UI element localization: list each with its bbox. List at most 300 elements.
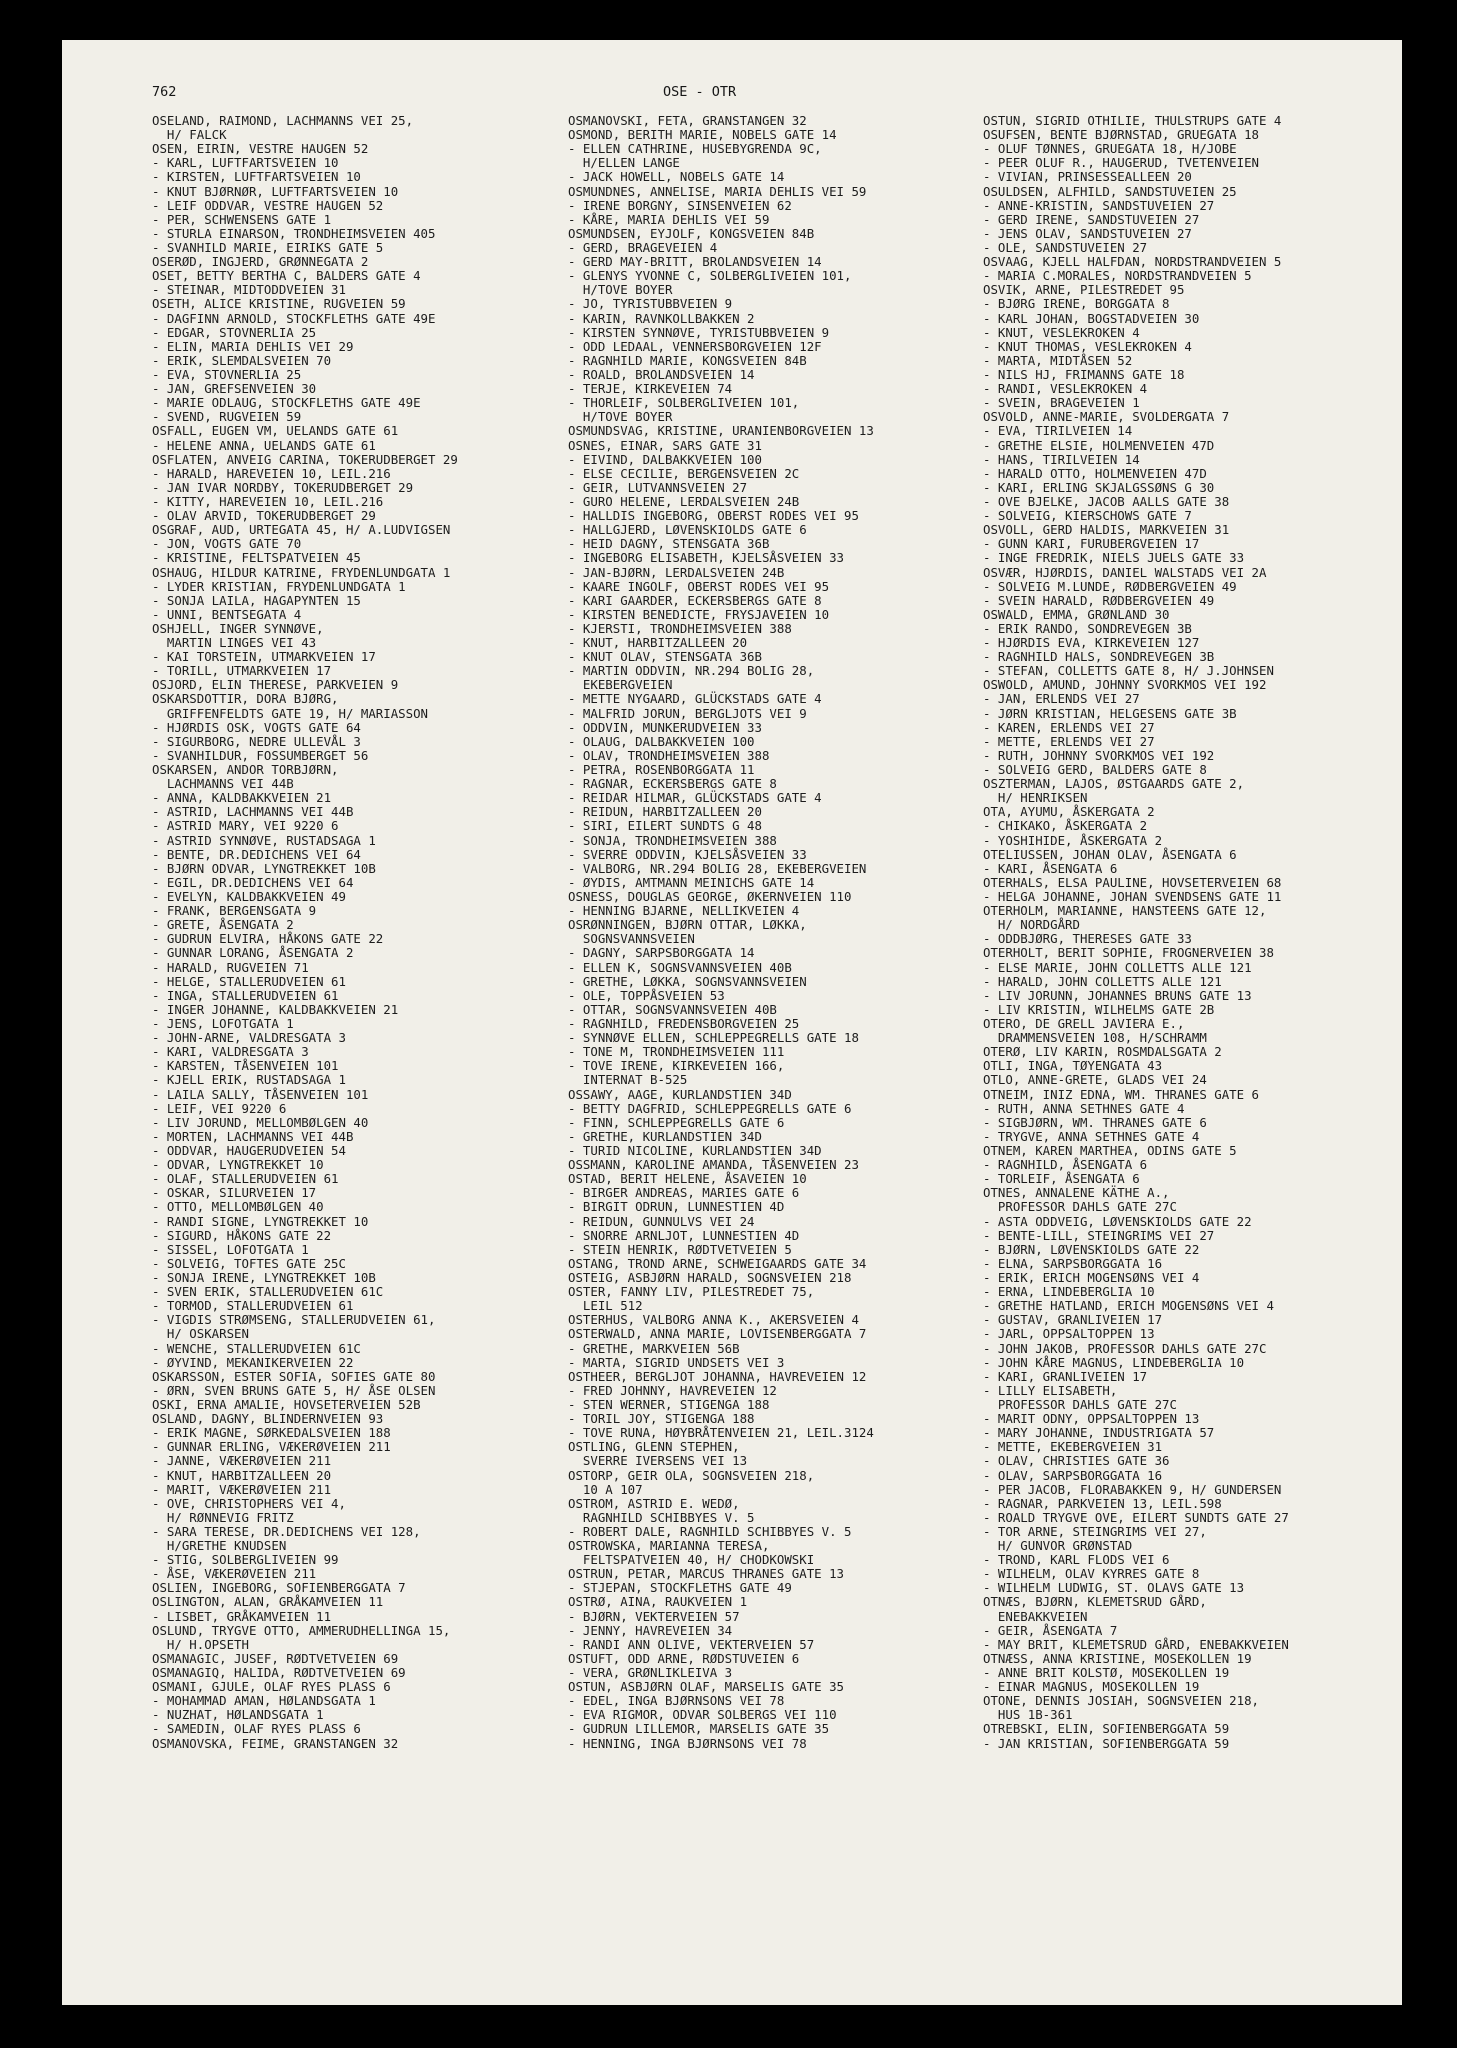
- directory-entry: - UNNI, BENTSEGATA 4: [152, 606, 302, 622]
- directory-entry: - METTE, EKEBERGVEIEN 31: [983, 1439, 1163, 1455]
- directory-entry: OSEN, EIRIN, VESTRE HAUGEN 52: [152, 141, 369, 157]
- directory-entry: - HALLDIS INGEBORG, OBERST RODES VEI 95: [568, 508, 859, 524]
- directory-entry: - HENNING BJARNE, NELLIKVEIEN 4: [568, 903, 800, 919]
- directory-entry: - KIRSTEN SYNNØVE, TYRISTUBBVEIEN 9: [568, 324, 830, 340]
- directory-entry: OSTRØ, AINA, RAUKVEIEN 1: [568, 1594, 748, 1610]
- directory-entry: - OVE, CHRISTOPHERS VEI 4,: [152, 1495, 346, 1511]
- directory-entry: - MARIE ODLAUG, STOCKFLETHS GATE 49E: [152, 395, 421, 411]
- directory-entry: OSKI, ERNA AMALIE, HOVSETERVEIEN 52B: [152, 1396, 421, 1412]
- directory-entry: - OLE, SANDSTUVEIEN 27: [983, 239, 1148, 255]
- directory-entry: OSTANG, TROND ARNE, SCHWEIGAARDS GATE 34: [568, 1255, 867, 1271]
- directory-entry: OTREBSKI, ELIN, SOFIENBERGGATA 59: [983, 1721, 1230, 1737]
- directory-entry: - GUDRUN LILLEMOR, MARSELIS GATE 35: [568, 1721, 830, 1737]
- directory-entry: - BIRGER ANDREAS, MARIES GATE 6: [568, 1185, 800, 1201]
- running-head: OSE - OTR: [663, 84, 737, 100]
- directory-entry: OSNES, EINAR, SARS GATE 31: [568, 437, 762, 453]
- directory-entry: - ELLEN CATHRINE, HUSEBYGRENDA 9C,: [568, 141, 822, 157]
- directory-entry: - TORMOD, STALLERUDVEIEN 61: [152, 1298, 354, 1314]
- directory-entry: - SONJA IRENE, LYNGTREKKET 10B: [152, 1269, 376, 1285]
- directory-entry: - HARALD, HAREVEIEN 10, LEIL.216: [152, 465, 391, 481]
- directory-entry: - VERA, GRØNLIKLEIVA 3: [568, 1665, 733, 1681]
- directory-entry: OSTLING, GLENN STEPHEN,: [568, 1439, 740, 1455]
- directory-entry: - OLAV, SARPSBORGGATA 16: [983, 1467, 1163, 1483]
- directory-entry: - IRENE BORGNY, SINSENVEIEN 62: [568, 197, 792, 213]
- directory-entry: - GRETHE HATLAND, ERICH MOGENSØNS VEI 4: [983, 1298, 1274, 1314]
- directory-entry: - SISSEL, LOFOTGATA 1: [152, 1241, 309, 1257]
- directory-entry: - STJEPAN, STOCKFLETHS GATE 49: [568, 1580, 792, 1596]
- directory-entry: OSRØNNINGEN, BJØRN OTTAR, LØKKA,: [568, 917, 807, 933]
- directory-entry: - SIGURBORG, NEDRE ULLEVÅL 3: [152, 733, 361, 749]
- directory-entry: OSMOND, BERITH MARIE, NOBELS GATE 14: [568, 127, 837, 143]
- directory-entry: - OLUF TØNNES, GRUEGATA 18, H/JOBE: [983, 141, 1237, 157]
- directory-entry: - OVE BJELKE, JACOB AALLS GATE 38: [983, 493, 1230, 509]
- directory-entry: OSVOLL, GERD HALDIS, MARKVEIEN 31: [983, 522, 1230, 538]
- directory-entry: H/ NORDGÅRD: [983, 917, 1080, 933]
- directory-entry: OTNEIM, INIZ EDNA, WM. THRANES GATE 6: [983, 1086, 1260, 1102]
- directory-entry: - HJØRDIS EVA, KIRKEVEIEN 127: [983, 635, 1200, 651]
- directory-entry: - TERJE, KIRKEVEIEN 74: [568, 381, 733, 397]
- directory-entry: - KARI, VALDRESGATA 3: [152, 1044, 309, 1060]
- directory-entry: - GRETHE, MARKVEIEN 56B: [568, 1340, 740, 1356]
- directory-entry: - PER JACOB, FLORABAKKEN 9, H/ GUNDERSEN: [983, 1481, 1282, 1497]
- directory-entry: EKEBERGVEIEN: [568, 677, 673, 693]
- directory-entry: - TRYGVE, ANNA SETHNES GATE 4: [983, 1128, 1200, 1144]
- directory-entry: OSSMANN, KAROLINE AMANDA, TÅSENVEIEN 23: [568, 1157, 859, 1173]
- directory-entry: - FRED JOHNNY, HAVREVEIEN 12: [568, 1382, 777, 1398]
- directory-entry: - HJØRDIS OSK, VOGTS GATE 64: [152, 719, 361, 735]
- directory-entry: - ODVAR, LYNGTREKKET 10: [152, 1157, 324, 1173]
- directory-entry: OSLINGTON, ALAN, GRÅKAMVEIEN 11: [152, 1594, 384, 1610]
- directory-entry: - KNUT BJØRNØR, LUFTFARTSVEIEN 10: [152, 183, 399, 199]
- directory-entry: - SOLVEIG GERD, BALDERS GATE 8: [983, 762, 1207, 778]
- directory-entry: - SOLVEIG M.LUNDE, RØDBERGVEIEN 49: [983, 578, 1237, 594]
- directory-entry: H/ OSKARSEN: [152, 1326, 249, 1342]
- directory-entry: OSGRAF, AUD, URTEGATA 45, H/ A.LUDVIGSEN: [152, 522, 451, 538]
- directory-entry: OSLUND, TRYGVE OTTO, AMMERUDHELLINGA 15,: [152, 1622, 451, 1638]
- directory-entry: OSMANAGIQ, HALIDA, RØDTVETVEIEN 69: [152, 1665, 406, 1681]
- directory-entry: - TORLEIF, ÅSENGATA 6: [983, 1171, 1140, 1187]
- directory-entry: LEIL 512: [568, 1298, 643, 1314]
- directory-entry: OSMANOVSKI, FETA, GRANSTANGEN 32: [568, 113, 807, 128]
- directory-entry: H/TOVE BOYER: [568, 282, 673, 298]
- directory-entry: OSMANOVSKA, FEIME, GRANSTANGEN 32: [152, 1735, 399, 1751]
- directory-entry: OSNESS, DOUGLAS GEORGE, ØKERNVEIEN 110: [568, 889, 852, 905]
- directory-entry: OTONE, DENNIS JOSIAH, SOGNSVEIEN 218,: [983, 1693, 1260, 1709]
- directory-entry: - MOHAMMAD AMAN, HØLANDSGATA 1: [152, 1693, 376, 1709]
- directory-entry: - KJERSTI, TRONDHEIMSVEIEN 388: [568, 620, 792, 636]
- directory-entry: OSTERHUS, VALBORG ANNA K., AKERSVEIEN 4: [568, 1312, 859, 1328]
- directory-entry: - LISBET, GRÅKAMVEIEN 11: [152, 1608, 332, 1624]
- directory-entry: - SOLVEIG, TOFTES GATE 25C: [152, 1255, 346, 1271]
- directory-entry: OTNÆSS, ANNA KRISTINE, MOSEKOLLEN 19: [983, 1650, 1252, 1666]
- directory-entry: OSVOLD, ANNE-MARIE, SVOLDERGATA 7: [983, 409, 1230, 425]
- directory-entry: - GUDRUN ELVIRA, HÅKONS GATE 22: [152, 931, 384, 947]
- directory-entry: - OLAV, TRONDHEIMSVEIEN 388: [568, 747, 770, 763]
- directory-entry: - EINAR MAGNUS, MOSEKOLLEN 19: [983, 1679, 1200, 1695]
- directory-entry: OSLAND, DAGNY, BLINDERNVEIEN 93: [152, 1411, 384, 1427]
- directory-entry: LACHMANNS VEI 44B: [152, 776, 294, 792]
- directory-entry: - KNUT, HARBITZALLEEN 20: [152, 1467, 332, 1483]
- directory-entry: - GUNNAR LORANG, ÅSENGATA 2: [152, 945, 354, 961]
- directory-entry: - ROALD, BROLANDSVEIEN 14: [568, 366, 755, 382]
- directory-entry: OSJORD, ELIN THERESE, PARKVEIEN 9: [152, 677, 399, 693]
- directory-entry: - RANDI, VESLEKROKEN 4: [983, 381, 1148, 397]
- directory-entry: OSUFSEN, BENTE BJØRNSTAD, GRUEGATA 18: [983, 127, 1260, 143]
- directory-entry: - LAILA SALLY, TÅSENVEIEN 101: [152, 1086, 369, 1102]
- directory-entry: - VALBORG, NR.294 BOLIG 28, EKEBERGVEIEN: [568, 860, 867, 876]
- directory-entry: - TONE M, TRONDHEIMSVEIEN 111: [568, 1044, 785, 1060]
- directory-entry: - MARTA, MIDTÅSEN 52: [983, 352, 1133, 368]
- directory-entry: - LILLY ELISABETH,: [983, 1382, 1118, 1398]
- directory-entry: OSWOLD, AMUND, JOHNNY SVORKMOS VEI 192: [983, 677, 1267, 693]
- directory-entry: ENEBAKKVEIEN: [983, 1608, 1088, 1624]
- directory-entry: - OLAV, CHRISTIES GATE 36: [983, 1453, 1170, 1469]
- directory-entry: - SVANHILD MARIE, EIRIKS GATE 5: [152, 239, 384, 255]
- directory-entry: - LIV JORUND, MELLOMBØLGEN 40: [152, 1114, 369, 1130]
- directory-entry: - GUSTAV, GRANLIVEIEN 17: [983, 1312, 1163, 1328]
- directory-entry: - KARSTEN, TÅSENVEIEN 101: [152, 1058, 339, 1074]
- directory-entry: - HELENE ANNA, UELANDS GATE 61: [152, 437, 376, 453]
- directory-entry: - NUZHAT, HØLANDSGATA 1: [152, 1707, 324, 1723]
- directory-entry: - METTE NYGAARD, GLÜCKSTADS GATE 4: [568, 691, 822, 707]
- directory-entry: - SNORRE ARNLJOT, LUNNESTIEN 4D: [568, 1227, 800, 1243]
- directory-entry: - SVEN ERIK, STALLERUDVEIEN 61C: [152, 1284, 384, 1300]
- directory-entry: - JACK HOWELL, NOBELS GATE 14: [568, 169, 785, 185]
- directory-entry: - ODDVAR, HAUGERUDVEIEN 54: [152, 1142, 346, 1158]
- directory-entry: - GRETE, ÅSENGATA 2: [152, 917, 294, 933]
- directory-entry: - ASTRID SYNNØVE, RUSTADSAGA 1: [152, 832, 376, 848]
- directory-entry: - SIGURD, HÅKONS GATE 22: [152, 1227, 332, 1243]
- directory-entry: - SAMEDIN, OLAF RYES PLASS 6: [152, 1721, 361, 1737]
- directory-entry: - HEID DAGNY, STENSGATA 36B: [568, 536, 770, 552]
- directory-entry: - MARIT ODNY, OPPSALTOPPEN 13: [983, 1411, 1200, 1427]
- directory-entry: - MARTIN ODDVIN, NR.294 BOLIG 28,: [568, 663, 815, 679]
- directory-entry: - EVA, STOVNERLIA 25: [152, 366, 302, 382]
- directory-entry: - MORTEN, LACHMANNS VEI 44B: [152, 1128, 354, 1144]
- directory-entry: - RAGNHILD HALS, SONDREVEGEN 3B: [983, 649, 1215, 665]
- directory-entry: - SVERRE ODDVIN, KJELSÅSVEIEN 33: [568, 846, 807, 862]
- directory-entry: - JENNY, HAVREVEIEN 34: [568, 1622, 733, 1638]
- directory-entry: - INGA, STALLERUDVEIEN 61: [152, 987, 339, 1003]
- directory-entry: - STEFAN, COLLETTS GATE 8, H/ J.JOHNSEN: [983, 663, 1274, 679]
- directory-entry: - YOSHIHIDE, ÅSKERGATA 2: [983, 832, 1163, 848]
- directory-entry: - ASTRID MARY, VEI 9220 6: [152, 818, 339, 834]
- directory-entry: 10 A 107: [568, 1481, 643, 1497]
- directory-entry: - RANDI ANN OLIVE, VEKTERVEIEN 57: [568, 1636, 815, 1652]
- directory-entry: - KNUT OLAV, STENSGATA 36B: [568, 649, 762, 665]
- directory-entry: - ELSE CECILIE, BERGENSVEIEN 2C: [568, 465, 800, 481]
- directory-entry: - ODDVIN, MUNKERUDVEIEN 33: [568, 719, 762, 735]
- directory-entry: - TORILL, UTMARKVEIEN 17: [152, 663, 332, 679]
- directory-entry: - DAGNY, SARPSBORGGATA 14: [568, 945, 755, 961]
- directory-entry: H/TOVE BOYER: [568, 409, 673, 425]
- directory-entry: - OLE, TOPPÅSVEIEN 53: [568, 987, 725, 1003]
- directory-entry: PROFESSOR DAHLS GATE 27C: [983, 1396, 1177, 1412]
- directory-entry: - JON, VOGTS GATE 70: [152, 536, 302, 552]
- directory-entry: - TROND, KARL FLODS VEI 6: [983, 1552, 1170, 1568]
- directory-entry: - KARIN, RAVNKOLLBAKKEN 2: [568, 310, 755, 326]
- directory-entry: OSTERWALD, ANNA MARIE, LOVISENBERGGATA 7: [568, 1326, 867, 1342]
- directory-entry: - SOLVEIG, KIERSCHOWS GATE 7: [983, 508, 1192, 524]
- directory-entry: - LYDER KRISTIAN, FRYDENLUNDGATA 1: [152, 578, 406, 594]
- directory-entry: - ASTA ODDVEIG, LØVENSKIOLDS GATE 22: [983, 1213, 1252, 1229]
- directory-entry: - SVANHILDUR, FOSSUMBERGET 56: [152, 747, 369, 763]
- directory-entry: - KAARE INGOLF, OBERST RODES VEI 95: [568, 578, 830, 594]
- directory-entry: - ODD LEDAAL, VENNERSBORGVEIEN 12F: [568, 338, 822, 354]
- directory-entry: - RAGNAR, PARKVEIEN 13, LEIL.598: [983, 1495, 1222, 1511]
- directory-entry: OSZTERMAN, LAJOS, ØSTGAARDS GATE 2,: [983, 776, 1245, 792]
- directory-entry: - RAGNHILD MARIE, KONGSVEIEN 84B: [568, 352, 807, 368]
- directory-entry: - KNUT THOMAS, VESLEKROKEN 4: [983, 338, 1192, 354]
- directory-entry: - KIRSTEN BENEDICTE, FRYSJAVEIEN 10: [568, 606, 830, 622]
- directory-entry: - LIV KRISTIN, WILHELMS GATE 2B: [983, 1001, 1215, 1017]
- directory-entry: - CHIKAKO, ÅSKERGATA 2: [983, 818, 1148, 834]
- directory-entry: - GLENYS YVONNE C, SOLBERGLIVEIEN 101,: [568, 268, 852, 284]
- directory-entry: PROFESSOR DAHLS GATE 27C: [983, 1199, 1177, 1215]
- directory-entry: - KAI TORSTEIN, UTMARKVEIEN 17: [152, 649, 376, 665]
- directory-entry: - TURID NICOLINE, KURLANDSTIEN 34D: [568, 1142, 822, 1158]
- directory-entry: - STIG, SOLBERGLIVEIEN 99: [152, 1552, 339, 1568]
- directory-entry: - EVA RIGMOR, ODVAR SOLBERGS VEI 110: [568, 1707, 837, 1723]
- directory-entry: OSTROM, ASTRID E. WEDØ,: [568, 1495, 740, 1511]
- directory-entry: OSKARSDOTTIR, DORA BJØRG,: [152, 691, 339, 707]
- directory-entry: - KARI, ÅSENGATA 6: [983, 860, 1118, 876]
- directory-entry: - HARALD, RUGVEIEN 71: [152, 959, 309, 975]
- directory-entry: - BENTE, DR.DEDICHENS VEI 64: [152, 846, 361, 862]
- directory-entry: - SVEND, RUGVEIEN 59: [152, 409, 302, 425]
- directory-entry: - RAGNHILD, ÅSENGATA 6: [983, 1157, 1148, 1173]
- directory-entry: - JARL, OPPSALTOPPEN 13: [983, 1326, 1155, 1342]
- directory-entry: OSTUN, ASBJØRN OLAF, MARSELIS GATE 35: [568, 1679, 845, 1695]
- directory-entry: OTERHALS, ELSA PAULINE, HOVSETERVEIEN 68: [983, 874, 1282, 890]
- directory-entry: H/ GUNVOR GRØNSTAD: [983, 1538, 1133, 1554]
- directory-entry: OTERHOLM, MARIANNE, HANSTEENS GATE 12,: [983, 903, 1267, 919]
- directory-entry: - EIVIND, DALBAKKVEIEN 100: [568, 451, 762, 467]
- directory-entry: OTELIUSSEN, JOHAN OLAV, ÅSENGATA 6: [983, 846, 1237, 862]
- directory-entry: - KARI, ERLING SKJALGSSØNS G 30: [983, 479, 1215, 495]
- directory-entry: - SIGBJØRN, WM. THRANES GATE 6: [983, 1114, 1207, 1130]
- directory-entry: SVERRE IVERSENS VEI 13: [568, 1453, 748, 1469]
- directory-entry: H/ HENRIKSEN: [983, 790, 1088, 806]
- directory-entry: - JAN-BJØRN, LERDALSVEIEN 24B: [568, 564, 785, 580]
- directory-entry: - PETRA, ROSENBORGGATA 11: [568, 762, 755, 778]
- directory-entry: - NILS HJ, FRIMANNS GATE 18: [983, 366, 1185, 382]
- directory-entry: - GRETHE, KURLANDSTIEN 34D: [568, 1128, 762, 1144]
- directory-entry: - DAGFINN ARNOLD, STOCKFLETHS GATE 49E: [152, 310, 436, 326]
- directory-entry: - GRETHE, LØKKA, SOGNSVANNSVEIEN: [568, 973, 807, 989]
- directory-entry: - KRISTINE, FELTSPATVEIEN 45: [152, 550, 361, 566]
- directory-entry: OSVÆR, HJØRDIS, DANIEL WALSTADS VEI 2A: [983, 564, 1267, 580]
- directory-entry: - BIRGIT ODRUN, LUNNESTIEN 4D: [568, 1199, 785, 1215]
- directory-entry: - OLAUG, DALBAKKVEIEN 100: [568, 733, 755, 749]
- directory-entry: - MARY JOHANNE, INDUSTRIGATA 57: [983, 1425, 1215, 1441]
- directory-entry: OTLI, INGA, TØYENGATA 43: [983, 1058, 1163, 1074]
- directory-entry: - KARI GAARDER, ECKERSBERGS GATE 8: [568, 592, 822, 608]
- directory-entry: OSTHEER, BERGLJOT JOHANNA, HAVREVEIEN 12: [568, 1368, 867, 1384]
- directory-entry: - LEIF, VEI 9220 6: [152, 1100, 287, 1116]
- directory-entry: - OTTAR, SOGNSVANNSVEIEN 40B: [568, 1001, 777, 1017]
- directory-entry: H/ FALCK: [152, 127, 227, 143]
- directory-entry: - KARL JOHAN, BOGSTADVEIEN 30: [983, 310, 1200, 326]
- directory-entry: - HARALD, JOHN COLLETTS ALLE 121: [983, 973, 1222, 989]
- directory-entry: - STEN WERNER, STIGENGA 188: [568, 1396, 770, 1412]
- directory-column-1: [152, 114, 547, 1751]
- directory-entry: - INGEBORG ELISABETH, KJELSÅSVEIEN 33: [568, 550, 845, 566]
- directory-entry: OSWALD, EMMA, GRØNLAND 30: [983, 606, 1170, 622]
- directory-entry: - ANNA, KALDBAKKVEIEN 21: [152, 790, 332, 806]
- directory-entry: - ØRN, SVEN BRUNS GATE 5, H/ ÅSE OLSEN: [152, 1382, 436, 1398]
- directory-entry: - ERIK, ERICH MOGENSØNS VEI 4: [983, 1269, 1200, 1285]
- directory-entry: OSVAAG, KJELL HALFDAN, NORDSTRANDVEIEN 5: [983, 254, 1282, 270]
- directory-entry: - OTTO, MELLOMBØLGEN 40: [152, 1199, 324, 1215]
- directory-entry: - KAREN, ERLENDS VEI 27: [983, 719, 1155, 735]
- directory-entry: - MARIT, VÆKERØVEIEN 211: [152, 1481, 332, 1497]
- directory-entry: - GEIR, ÅSENGATA 7: [983, 1622, 1118, 1638]
- directory-entry: OSHAUG, HILDUR KATRINE, FRYDENLUNDGATA 1: [152, 564, 451, 580]
- directory-entry: - HELGE, STALLERUDVEIEN 61: [152, 973, 346, 989]
- directory-column-3: [983, 114, 1378, 1751]
- directory-entry: OSVIK, ARNE, PILESTREDET 95: [983, 282, 1185, 298]
- directory-entry: OSKARSSON, ESTER SOFIA, SOFIES GATE 80: [152, 1368, 436, 1384]
- directory-entry: OSULDSEN, ALFHILD, SANDSTUVEIEN 25: [983, 183, 1237, 199]
- directory-entry: - JAN, GREFSENVEIEN 30: [152, 381, 317, 397]
- directory-entry: - ÅSE, VÆKERØVEIEN 211: [152, 1566, 317, 1582]
- directory-entry: OTLO, ANNE-GRETE, GLADS VEI 24: [983, 1072, 1207, 1088]
- directory-entry: - RAGNAR, ECKERSBERGS GATE 8: [568, 776, 777, 792]
- directory-entry: - ANNE BRIT KOLSTØ, MOSEKOLLEN 19: [983, 1665, 1230, 1681]
- directory-entry: OSMANI, GJULE, OLAF RYES PLASS 6: [152, 1679, 391, 1695]
- directory-entry: - ASTRID, LACHMANNS VEI 44B: [152, 804, 354, 820]
- directory-entry: - WENCHE, STALLERUDVEIEN 61C: [152, 1340, 361, 1356]
- directory-entry: - ØYVIND, MEKANIKERVEIEN 22: [152, 1354, 354, 1370]
- directory-entry: MARTIN LINGES VEI 43: [152, 635, 317, 651]
- directory-entry: - BENTE-LILL, STEINGRIMS VEI 27: [983, 1227, 1215, 1243]
- directory-entry: - STURLA EINARSON, TRONDHEIMSVEIEN 405: [152, 225, 436, 241]
- directory-entry: - SVEIN HARALD, RØDBERGVEIEN 49: [983, 592, 1215, 608]
- directory-entry: INTERNAT B-525: [568, 1072, 688, 1088]
- directory-entry: - JOHN JAKOB, PROFESSOR DAHLS GATE 27C: [983, 1340, 1267, 1356]
- directory-entry: - HENNING, INGA BJØRNSONS VEI 78: [568, 1735, 807, 1751]
- directory-entry: - EVA, TIRILVEIEN 14: [983, 423, 1133, 439]
- directory-entry: - ELNA, SARPSBORGGATA 16: [983, 1255, 1163, 1271]
- directory-entry: - ODDBJØRG, THERESES GATE 33: [983, 931, 1192, 947]
- directory-entry: H/ELLEN LANGE: [568, 155, 680, 171]
- directory-entry: - KITTY, HAREVEIEN 10, LEIL.216: [152, 493, 384, 509]
- directory-entry: - SONJA LAILA, HAGAPYNTEN 15: [152, 592, 361, 608]
- directory-entry: - RANDI SIGNE, LYNGTREKKET 10: [152, 1213, 369, 1229]
- directory-entry: - STEIN HENRIK, RØDTVETVEIEN 5: [568, 1241, 792, 1257]
- directory-entry: - SIRI, EILERT SUNDTS G 48: [568, 818, 762, 834]
- directory-entry: - KARL, LUFTFARTSVEIEN 10: [152, 155, 339, 171]
- directory-entry: - BJØRG IRENE, BORGGATA 8: [983, 296, 1170, 312]
- directory-entry: OTERHOLT, BERIT SOPHIE, FROGNERVEIEN 38: [983, 945, 1274, 961]
- directory-entry: OSHJELL, INGER SYNNØVE,: [152, 620, 324, 636]
- directory-entry: OSTEIG, ASBJØRN HARALD, SOGNSVEIEN 218: [568, 1269, 852, 1285]
- directory-entry: H/ H.OPSETH: [152, 1636, 249, 1652]
- directory-entry: - ELSE MARIE, JOHN COLLETTS ALLE 121: [983, 959, 1252, 975]
- directory-entry: - ELIN, MARIA DEHLIS VEI 29: [152, 338, 354, 354]
- directory-entry: - KARI, GRANLIVEIEN 17: [983, 1368, 1148, 1384]
- directory-entry: OSTAD, BERIT HELENE, ÅSAVEIEN 10: [568, 1171, 807, 1187]
- directory-entry: - MARIA C.MORALES, NORDSTRANDVEIEN 5: [983, 268, 1252, 284]
- directory-entry: - EGIL, DR.DEDICHENS VEI 64: [152, 874, 354, 890]
- directory-entry: - JO, TYRISTUBBVEIEN 9: [568, 296, 733, 312]
- directory-entry: - ROBERT DALE, RAGNHILD SCHIBBYES V. 5: [568, 1523, 852, 1539]
- directory-entry: OSET, BETTY BERTHA C, BALDERS GATE 4: [152, 268, 421, 284]
- directory-entry: - MALFRID JORUN, BERGLJOTS VEI 9: [568, 705, 807, 721]
- directory-entry: - KJELL ERIK, RUSTADSAGA 1: [152, 1072, 346, 1088]
- directory-entry: OSTUFT, ODD ARNE, RØDSTUVEIEN 6: [568, 1650, 800, 1666]
- directory-entry: - ERIK, SLEMDALSVEIEN 70: [152, 352, 332, 368]
- directory-entry: - EVELYN, KALDBAKKVEIEN 49: [152, 889, 346, 905]
- directory-entry: OTNÆS, BJØRN, KLEMETSRUD GÅRD,: [983, 1594, 1207, 1610]
- directory-entry: - KIRSTEN, LUFTFARTSVEIEN 10: [152, 169, 361, 185]
- directory-entry: - LIV JORUNN, JOHANNES BRUNS GATE 13: [983, 987, 1252, 1003]
- directory-entry: - REIDAR HILMAR, GLÜCKSTADS GATE 4: [568, 790, 822, 806]
- directory-entry: OSTORP, GEIR OLA, SOGNSVEIEN 218,: [568, 1467, 815, 1483]
- directory-entry: - THORLEIF, SOLBERGLIVEIEN 101,: [568, 395, 800, 411]
- directory-entry: OSMUNDSEN, EYJOLF, KONGSVEIEN 84B: [568, 225, 815, 241]
- directory-entry: - KNUT, VESLEKROKEN 4: [983, 324, 1140, 340]
- directory-entry: - BJØRN ODVAR, LYNGTREKKET 10B: [152, 860, 376, 876]
- directory-entry: RAGNHILD SCHIBBYES V. 5: [568, 1509, 755, 1525]
- directory-entry: - JENS OLAV, SANDSTUVEIEN 27: [983, 225, 1192, 241]
- directory-entry: - VIVIAN, PRINSESSEALLEEN 20: [983, 169, 1192, 185]
- directory-entry: - EDGAR, STOVNERLIA 25: [152, 324, 317, 340]
- directory-entry: - GEIR, LUTVANNSVEIEN 27: [568, 479, 748, 495]
- directory-column-2: [568, 114, 963, 1751]
- directory-entry: OSKARSEN, ANDOR TORBJØRN,: [152, 762, 339, 778]
- directory-entry: - HELGA JOHANNE, JOHAN SVENDSENS GATE 11: [983, 889, 1282, 905]
- page-number: 762: [152, 84, 177, 100]
- directory-entry: - METTE, ERLENDS VEI 27: [983, 733, 1155, 749]
- directory-entry: - TOR ARNE, STEINGRIMS VEI 27,: [983, 1523, 1207, 1539]
- directory-entry: - HANS, TIRILVEIEN 14: [983, 451, 1140, 467]
- directory-entry: - PER, SCHWENSENS GATE 1: [152, 211, 332, 227]
- directory-entry: OSTUN, SIGRID OTHILIE, THULSTRUPS GATE 4: [983, 113, 1282, 128]
- directory-entry: OTERO, DE GRELL JAVIERA E.,: [983, 1016, 1185, 1031]
- directory-entry: - WILHELM, OLAV KYRRES GATE 8: [983, 1566, 1200, 1582]
- directory-entry: OSMUNDNES, ANNELISE, MARIA DEHLIS VEI 59: [568, 183, 867, 199]
- directory-entry: - GERD, BRAGEVEIEN 4: [568, 239, 718, 255]
- directory-entry: - JØRN KRISTIAN, HELGESENS GATE 3B: [983, 705, 1237, 721]
- directory-entry: - GERD MAY-BRITT, BROLANDSVEIEN 14: [568, 254, 822, 270]
- directory-entry: - KÅRE, MARIA DEHLIS VEI 59: [568, 211, 770, 227]
- directory-entry: - GERD IRENE, SANDSTUVEIEN 27: [983, 211, 1200, 227]
- directory-entry: H/ RØNNEVIG FRITZ: [152, 1509, 294, 1525]
- directory-entry: - VIGDIS STRØMSENG, STALLERUDVEIEN 61,: [152, 1312, 436, 1328]
- directory-entry: - GUNN KARI, FURUBERGVEIEN 17: [983, 536, 1200, 552]
- directory-entry: - JOHN-ARNE, VALDRESGATA 3: [152, 1030, 346, 1046]
- directory-entry: - INGER JOHANNE, KALDBAKKVEIEN 21: [152, 1001, 399, 1017]
- directory-entry: - BETTY DAGFRID, SCHLEPPEGRELLS GATE 6: [568, 1100, 852, 1116]
- directory-entry: - ERIK MAGNE, SØRKEDALSVEIEN 188: [152, 1425, 391, 1441]
- directory-entry: OTA, AYUMU, ÅSKERGATA 2: [983, 804, 1155, 820]
- directory-entry: - SARA TERESE, DR.DEDICHENS VEI 128,: [152, 1523, 421, 1539]
- directory-entry: OSELAND, RAIMOND, LACHMANNS VEI 25,: [152, 113, 414, 128]
- directory-entry: - RAGNHILD, FREDENSBORGVEIEN 25: [568, 1016, 800, 1031]
- directory-entry: - BJØRN, LØVENSKIOLDS GATE 22: [983, 1241, 1200, 1257]
- directory-entry: - TOVE RUNA, HØYBRÅTENVEIEN 21, LEIL.3124: [568, 1425, 874, 1441]
- directory-entry: - ØYDIS, AMTMANN MEINICHS GATE 14: [568, 874, 815, 890]
- directory-entry: - JAN, ERLENDS VEI 27: [983, 691, 1140, 707]
- directory-entry: - OLAF, STALLERUDVEIEN 61: [152, 1171, 339, 1187]
- directory-entry: - HALLGJERD, LØVENSKIOLDS GATE 6: [568, 522, 807, 538]
- directory-entry: - ROALD TRYGVE OVE, EILERT SUNDTS GATE 27: [983, 1509, 1289, 1525]
- directory-entry: GRIFFENFELDTS GATE 19, H/ MARIASSON: [152, 705, 429, 721]
- directory-entry: SOGNSVANNSVEIEN: [568, 931, 695, 947]
- directory-entry: FELTSPATVEIEN 40, H/ CHODKOWSKI: [568, 1552, 815, 1568]
